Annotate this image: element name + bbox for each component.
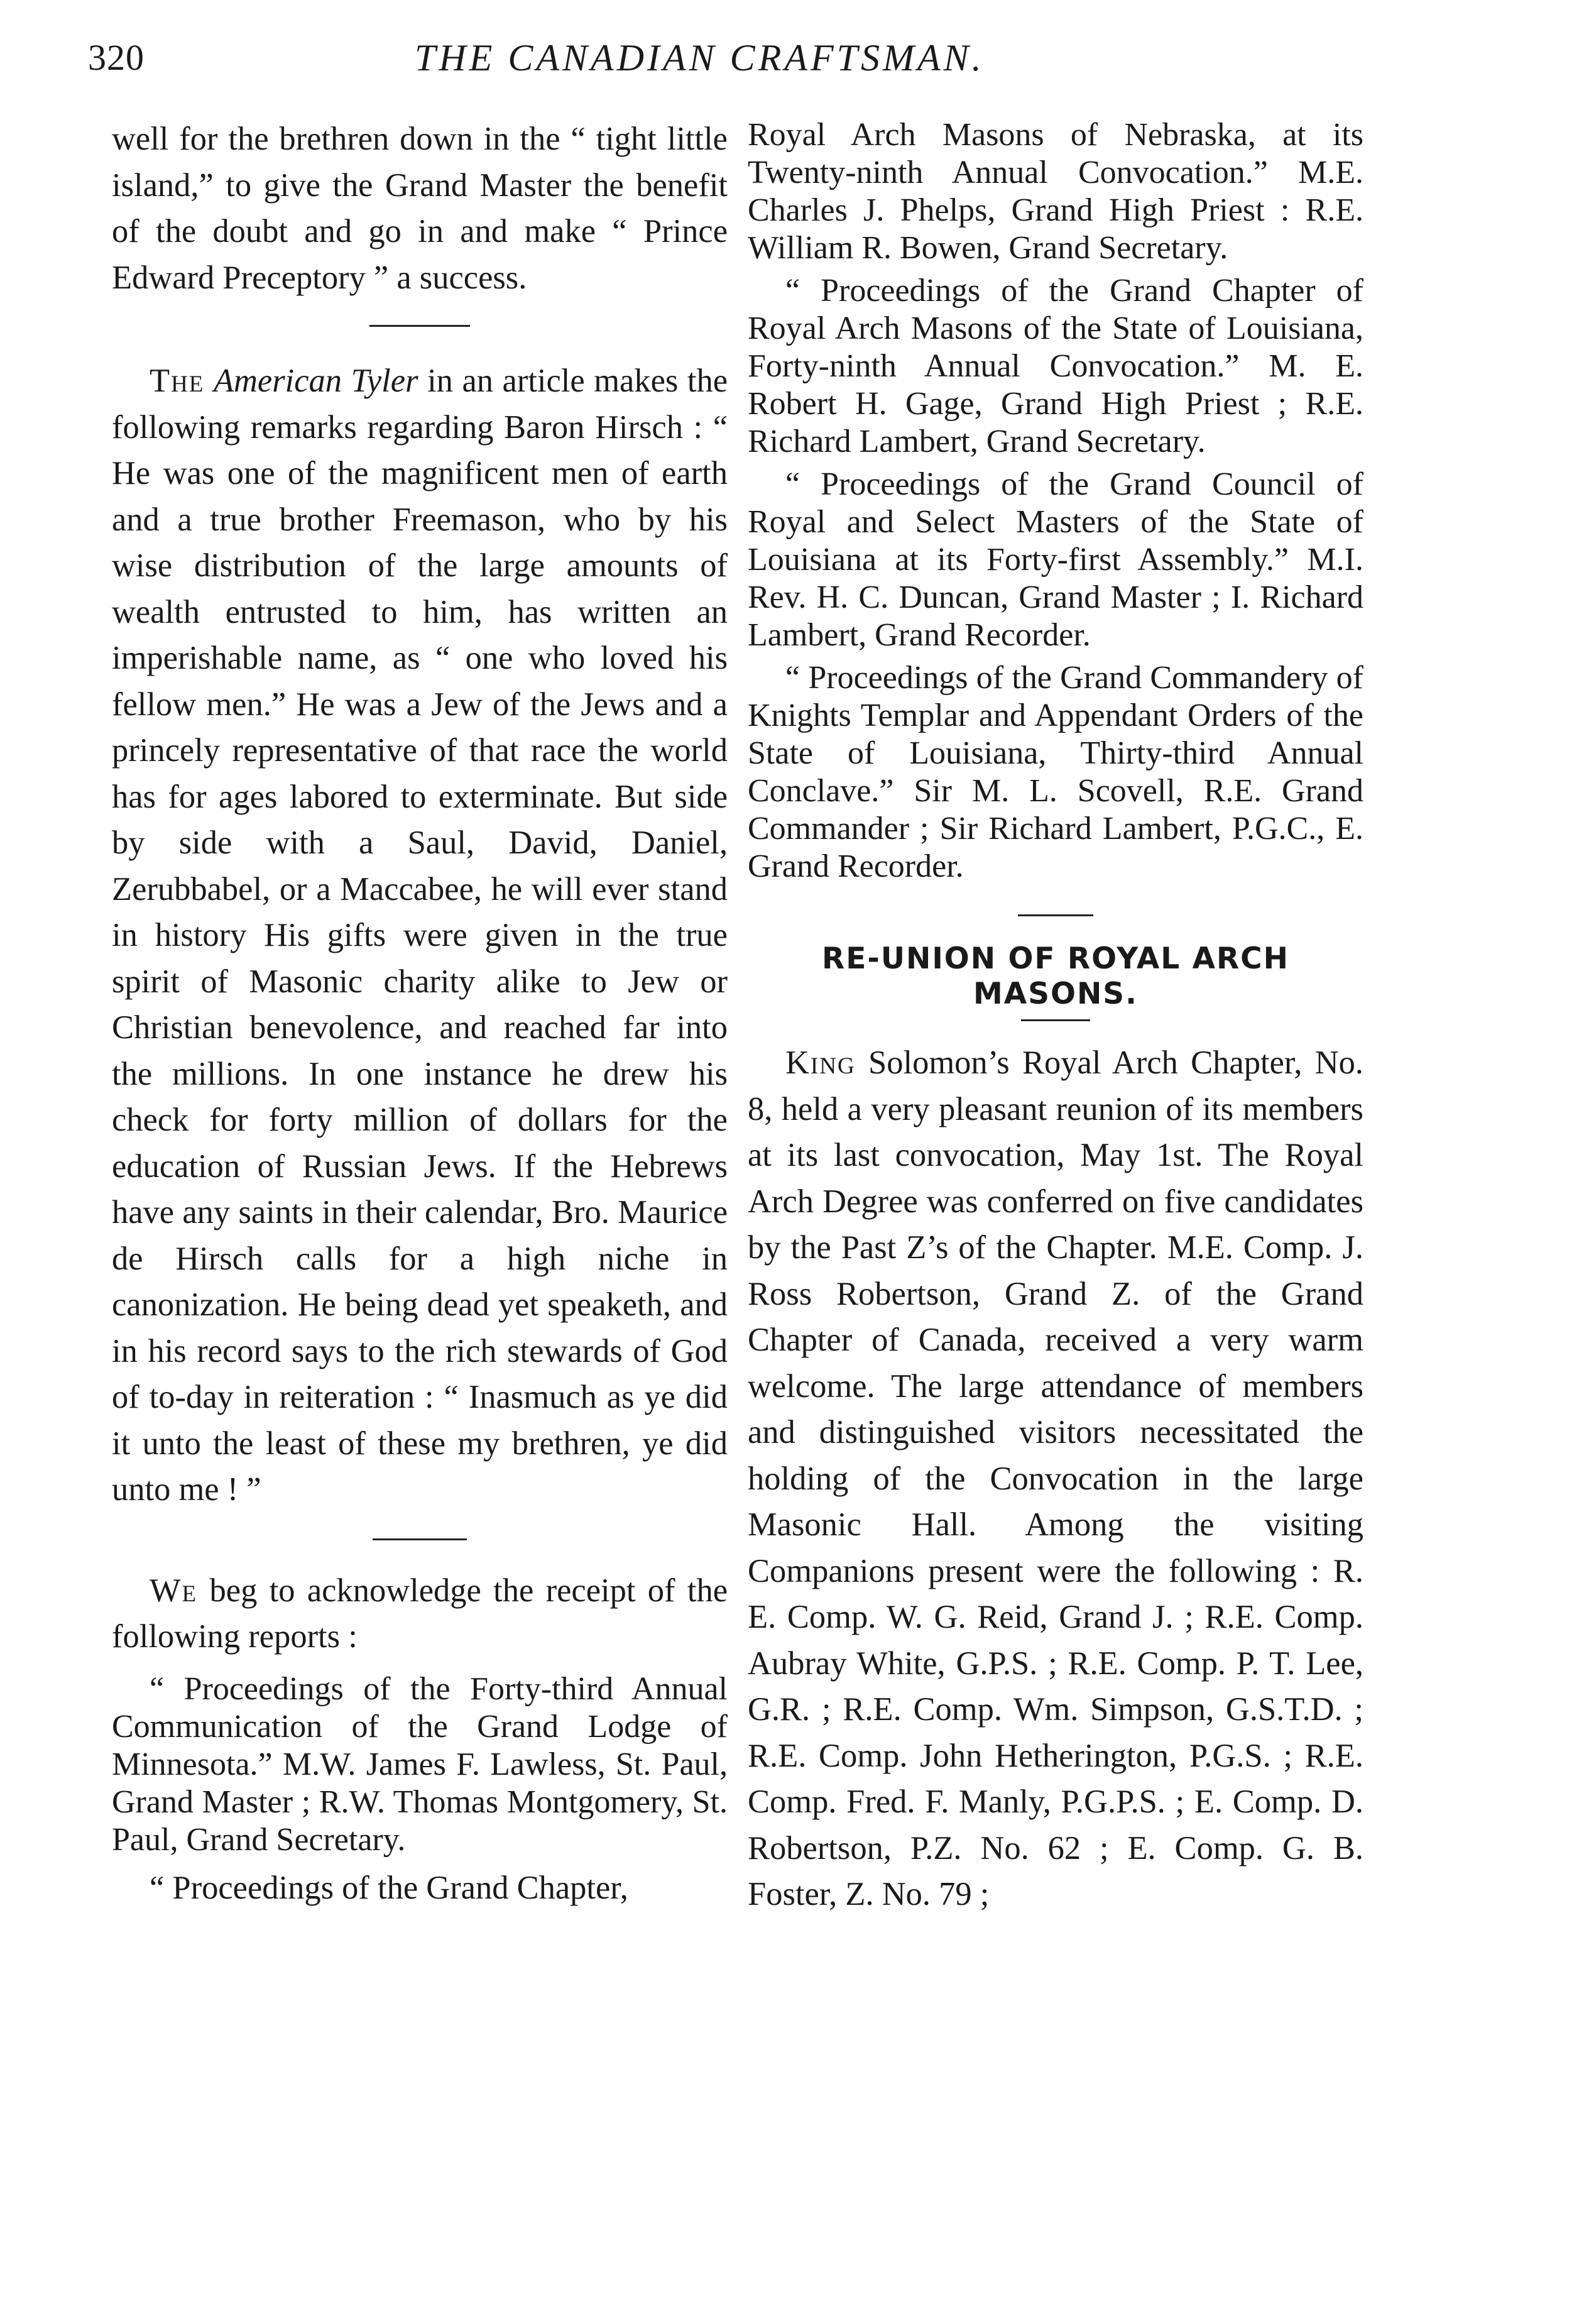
section-divider [1021, 1019, 1090, 1021]
report-louisiana-chapter: “ Proceedings of the Grand Chapter of Royal Arch Masons of the State of Louisiana, Forty-ninth Annual Convocation.” M. E. Robert H. Gage, Grand High Priest ; R.E. Richard Lambert, Grand Secretary. [748, 273, 1363, 459]
report-minnesota: “ Proceedings of the Forty-third Annual Communication of the Grand Lodge of Minnesota.” M.W. James F. Lawless, St. Paul, Grand Master ; R.W. Thomas Montgomery, St. Paul, Grand Secretary. [112, 1670, 728, 1858]
paragraph-lead-word: We [150, 1572, 198, 1609]
paragraph-body: in an article makes the following remarks regarding Baron Hirsch : “ He was one of the magnificent men of earth and a true brother Freemason, who by his wise distribution of the large amounts of wealth entrusted to him, has written an imperishable name, as “ one who loved his fellow men.” He was a Jew of the Jews and a princely representative of that race the world has for ages labored to exterminate. But side by side with a Saul, David, Daniel, Zerubbabel, or a Maccabee, he will ever stand in history His gifts were given in the true spirit of Masonic charity alike to Jew or Christian benevolence, and reached far into the millions. In one instance he drew his check for forty million of dollars for the education of Russian Jews. If the Hebrews have any saints in their calendar, Bro. Maurice de Hirsch calls for a high niche in canonization. He being dead yet speaketh, and in his record says to the rich stewards of God of to-day in reiteration : “ Inasmuch as ye did it unto the least of these my brethren, ye did unto me ! ” [112, 363, 728, 1508]
paragraph-prince-edward: well for the brethren down in the “ tight little island,” to give the Grand Master the benefit of the doubt and go in and make “ Prince Edward Preceptory ” a success. [112, 121, 728, 296]
paragraph-baron-hirsch [112, 358, 728, 1513]
report-nebraska: Royal Arch Masons of Nebraska, at its Twenty-ninth Annual Convocation.” M.E. Charles J. Phelps, Grand High Priest : R.E. William R. Bowen, Grand Secretary. [748, 117, 1363, 266]
paragraph-lead-word: The [150, 363, 205, 399]
heading-line-2: MASONS. [973, 977, 1138, 1011]
section-divider [369, 325, 470, 327]
running-title: THE CANADIAN CRAFTSMAN. [415, 37, 985, 79]
right-column [748, 116, 1363, 1918]
paragraph-reunion [748, 1040, 1363, 1918]
paragraph-lead-word: King [785, 1044, 856, 1081]
report-grand-chapter-start: “ Proceedings of the Grand Chapter, [150, 1869, 628, 1906]
report-louisiana-council: “ Proceedings of the Grand Council of Royal and Select Masters of the State of Louisiana at its Forty-first Assembly.” M.I. Rev. H. C. Duncan, Grand Master ; I. Richard Lambert, Grand Recorder. [748, 466, 1363, 653]
report-louisiana-commandery: “ Proceedings of the Grand Commandery of Knights Templar and Appendant Orders of the State of Louisiana, Thirty-third Annual Conclave.” Sir M. L. Scovell, R.E. Grand Commander ; Sir Richard Lambert, P.G.C., E. Grand Recorder. [748, 660, 1363, 884]
section-divider [1018, 914, 1093, 916]
article-heading [748, 941, 1363, 1012]
page-header [88, 36, 1389, 93]
paragraph-body: beg to acknowledge the receipt of the following reports : [112, 1572, 728, 1655]
paragraph-acknowledge [112, 1568, 728, 1660]
section-divider [373, 1538, 467, 1540]
left-column [112, 116, 728, 1911]
paragraph-body: Solomon’s Royal Arch Chapter, No. 8, held a very pleasant reunion of its members at its last convocation, May 1st. The Royal Arch Degree was conferred on five candidates by the Past Z’s of the Chapter. M.E. Comp. J. Ross Robertson, Grand Z. of the Grand Chapter of Canada, received a very warm welcome. The large attendance of members and distinguished visitors necessitated the holding of the Convocation in the large Masonic Hall. Among the visiting Companions present were the following : R. E. Comp. W. G. Reid, Grand J. ; R.E. Comp. Aubray White, G.P.S. ; R.E. Comp. P. T. Lee, G.R. ; R.E. Comp. Wm. Simpson, G.S.T.D. ; R.E. Comp. John Hetherington, P.G.S. ; R.E. Comp. Fred. F. Manly, P.G.P.S. ; E. Comp. D. Robertson, P.Z. No. 62 ; E. Comp. G. B. Foster, Z. No. 79 ; [748, 1044, 1363, 1912]
publication-title: American Tyler [213, 363, 418, 399]
page-number: 320 [88, 37, 145, 78]
heading-line-1: RE-UNION OF ROYAL ARCH [822, 941, 1289, 976]
